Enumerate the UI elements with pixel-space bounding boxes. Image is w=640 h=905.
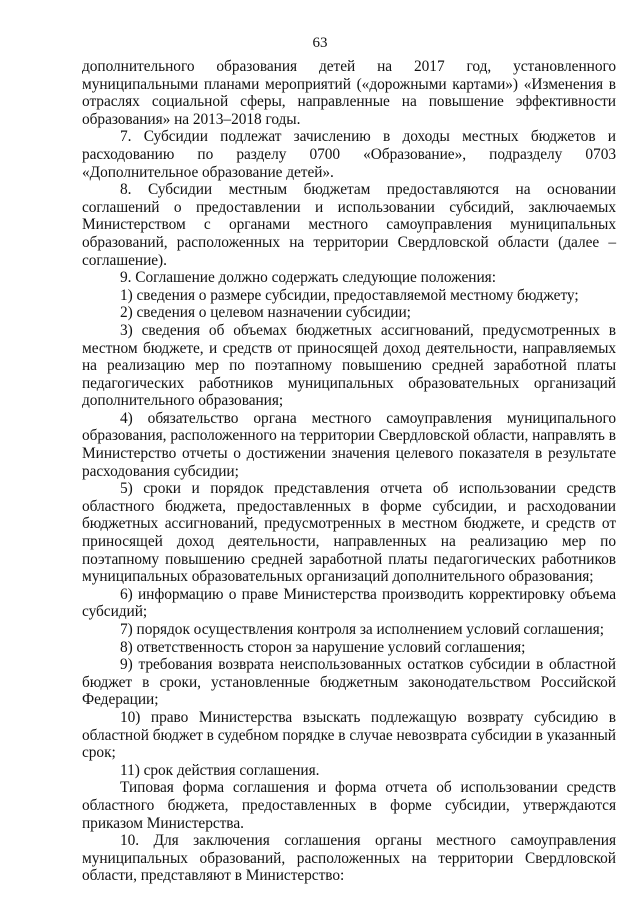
paragraph-continuation: дополнительного образования детей на 2017 год, установленного муниципальными планами мероприятий («дорожными картами») «Изменения в отраслях социальной сферы, направленные на повышение эффективности образования» на 2013–2018 годы. [82, 58, 616, 128]
document-body [82, 58, 616, 885]
list-item-9: 9) требования возврата неиспользованных остатков субсидии в областной бюджет в сроки, установленные бюджетным законодательством Российской Федерации; [82, 656, 616, 709]
paragraph-item-7: 7. Субсидии подлежат зачислению в доходы местных бюджетов и расходованию по разделу 0700 «Образование», подразделу 0703 «Дополнительное образование детей». [82, 128, 616, 181]
paragraph-standard-form: Типовая форма соглашения и форма отчета об использовании средств областного бюджета, предоставленных в форме субсидии, утверждаются приказом Министерства. [82, 779, 616, 832]
list-item-2: 2) сведения о целевом назначении субсидии; [120, 304, 411, 322]
list-item-7: 7) порядок осуществления контроля за исполнением условий соглашения; [120, 621, 604, 638]
paragraph-item-9: 9. Соглашение должно содержать следующие положения: [120, 269, 496, 287]
paragraph-item-10: 10. Для заключения соглашения органы местного самоуправления муниципальных образований, расположенных на территории Свердловской области, представляют в Министерство: [82, 832, 616, 885]
list-item-4: 4) обязательство органа местного самоуправления муниципального образования, расположенного на территории Свердловской области, направлять в Министерство отчеты о достижении значения целевого показателя в результате расходования субсидии; [82, 409, 616, 480]
page-number: 63 [312, 35, 328, 51]
list-item-10: 10) право Министерства взыскать подлежащую возврату субсидию в областной бюджет в судебном порядке в случае невозврата субсидии в указанный срок; [82, 708, 616, 762]
list-item-8: 8) ответственность сторон за нарушение условий соглашения; [120, 638, 526, 656]
list-item-6: 6) информацию о праве Министерства производить корректировку объема субсидий; [82, 585, 616, 621]
list-item-1: 1) сведения о размере субсидии, предоставляемой местному бюджету; [120, 286, 579, 304]
list-item-3: 3) сведения об объемах бюджетных ассигнований, предусмотренных в местном бюджете, и средств от приносящей доход деятельности, направляемых на реализацию мер по поэтапному повышению средней заработной платы педагогических работников муниципальных образовательных организаций дополнительного образования; [82, 321, 616, 410]
list-item-11: 11) срок действия соглашения. [120, 761, 320, 779]
paragraph-item-8: 8. Субсидии местным бюджетам предоставляются на основании соглашений о предоставлении и использовании субсидий, заключаемых Министерством с органами местного самоуправления муниципальных образований, расположенных на территории Свердловской области (далее – соглашение). [82, 181, 616, 269]
list-item-5: 5) сроки и порядок представления отчета об использовании средств областного бюджета, предоставленных в форме субсидии, и расходовании бюджетных ассигнований, предусмотренных в местном бюджете, и средств от приносящей доход деятельности, направленных на реализацию мер по поэтапному повышению средней заработной платы педагогических работников муниципальных образовательных организаций дополнительного образования; [82, 480, 616, 586]
